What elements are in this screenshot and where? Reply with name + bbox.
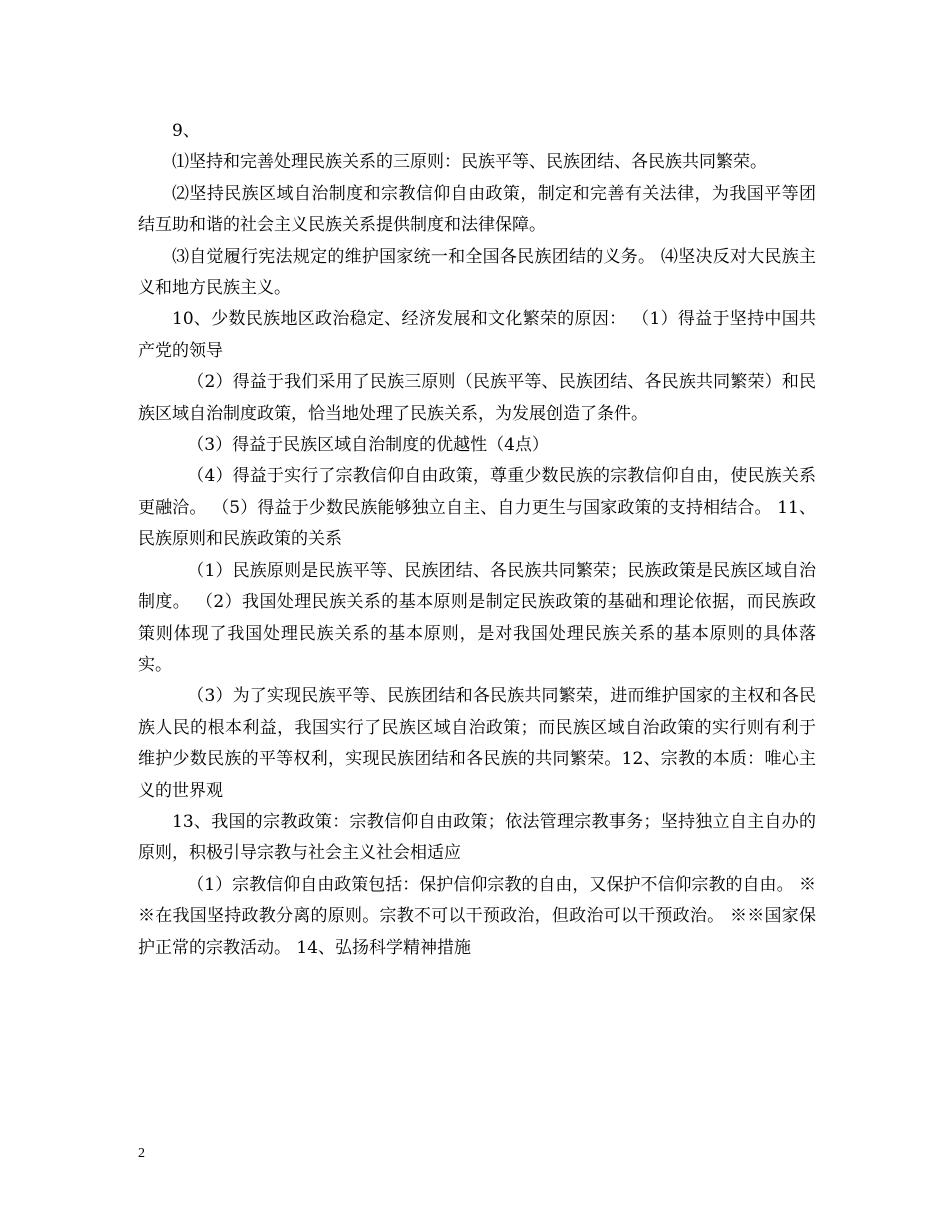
paragraph-10: 10、少数民族地区政治稳定、经济发展和文化繁荣的原因： （1）得益于坚持中国共产党的领导 [138, 309, 816, 361]
paragraph-9-item-3-4: ⑶自觉履行宪法规定的维护国家统一和全国各民族团结的义务。 ⑷坚决反对大民族主义和地方民族主义。 [138, 246, 816, 299]
page-number: 2 [138, 1146, 145, 1161]
paragraph-13: 13、我国的宗教政策：宗教信仰自由政策；依法管理宗教事务；坚持独立自主自办的原则，积极引导宗教与社会主义社会相适应 [138, 811, 816, 864]
paragraph-10-item-3: （3）得益于民族区域自治制度的优越性（4点） [187, 435, 549, 456]
paragraph-9-item-1: ⑴坚持和完善处理民族关系的三原则：民族平等、民族团结、各民族共同繁荣。 [172, 152, 767, 173]
document-body [138, 116, 816, 964]
paragraph-9-heading: 9、 [172, 121, 200, 141]
paragraph-9-item-2: ⑵坚持民族区域自治制度和宗教信仰自由政策，制定和完善有关法律，为我国平等团结互助和谐的社会主义民族关系提供制度和法律保障。 [138, 183, 816, 236]
paragraph-10-item-4-5-and-11: （4）得益于实行了宗教信仰自由政策，尊重少数民族的宗教信仰自由，使民族关系更融洽。 （5）得益于少数民族能够独立自主、自力更生与国家政策的支持相结合。 11、民族原则和民族政策的关系 [138, 466, 816, 550]
paragraph-13-item-1-and-14: （1）宗教信仰自由政策包括：保护信仰宗教的自由，又保护不信仰宗教的自由。 ※※在我国坚持政教分离的原则。宗教不可以干预政治，但政治可以干预政治。 ※※国家保护正常的宗教活动。 14、弘扬科学精神措施 [138, 874, 816, 958]
paragraph-10-item-2: （2）得益于我们采用了民族三原则（民族平等、民族团结、各民族共同繁荣）和民族区域自治制度政策，恰当地处理了民族关系，为发展创造了条件。 [138, 372, 816, 424]
paragraph-11-items: （1）民族原则是民族平等、民族团结、各民族共同繁荣；民族政策是民族区域自治制度。 （2）我国处理民族关系的基本原则是制定民族政策的基础和理论依据，而民族政策则体现了我国处理民族关系的基本原则，是对我国处理民族关系的基本原则的具体落实。 [138, 560, 816, 675]
paragraph-11-item-3-and-12: （3）为了实现民族平等、民族团结和各民族共同繁荣，进而维护国家的主权和各民族人民的根本利益，我国实行了民族区域自治政策；而民族区域自治政策的实行则有利于维护少数民族的平等权利，实现民族团结和各民族的共同繁荣。12、宗教的本质：唯心主义的世界观 [138, 686, 816, 801]
